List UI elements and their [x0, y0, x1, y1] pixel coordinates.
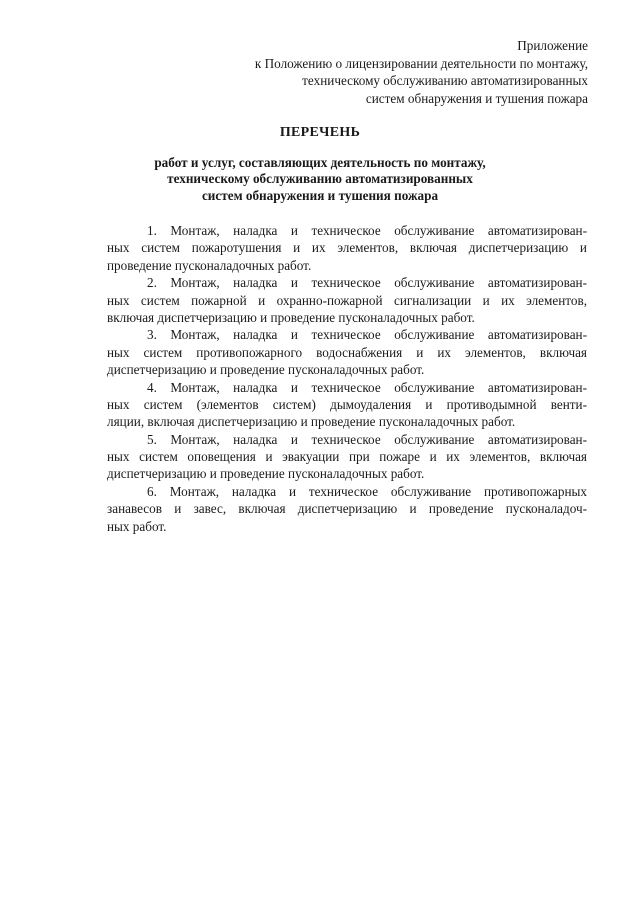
item-line: ляции, включая диспетчеризацию и проведение пусконаладочных работ. [107, 414, 516, 430]
item-line: занавесов и завес, включая диспетчеризацию и проведение пусконаладоч- [107, 501, 587, 517]
item-line: 1. Монтаж, наладка и техническое обслуживание автоматизирован- [147, 223, 587, 238]
item-line: ных систем пожарной и охранно-пожарной сигнализации и их элементов, [107, 292, 587, 308]
list-item-3 [107, 326, 587, 378]
list-item-4 [107, 379, 587, 431]
appendix-line: Приложение [517, 38, 588, 53]
item-line: диспетчеризацию и проведение пусконаладочных работ. [107, 362, 425, 378]
item-line: 2. Монтаж, наладка и техническое обслуживание автоматизирован- [147, 275, 587, 291]
item-line: ных систем противопожарного водоснабжения и их элементов, включая [107, 344, 587, 360]
appendix-line: к Положению о лицензировании деятельности по монтажу, [254, 55, 588, 71]
item-line: ных работ. [107, 518, 167, 534]
item-line: ных систем оповещения и эвакуации при пожаре и их элементов, включая [107, 449, 587, 465]
item-line: ных систем пожаротушения и их элементов, включая диспетчеризацию и [107, 240, 587, 256]
list-item-5 [107, 431, 587, 483]
item-line: 5. Монтаж, наладка и техническое обслуживание автоматизирован- [147, 431, 587, 447]
item-line: ных систем (элементов систем) дымоудаления и противодымной венти- [107, 396, 587, 412]
item-line: 3. Монтаж, наладка и техническое обслуживание автоматизирован- [147, 327, 587, 343]
document-title: ПЕРЕЧЕНЬ [279, 125, 361, 140]
subtitle-line: техническому обслуживанию автоматизированных [167, 171, 473, 187]
item-line: диспетчеризацию и проведение пусконаладочных работ. [107, 466, 425, 482]
list-item-2 [107, 274, 587, 326]
item-line: 4. Монтаж, наладка и техническое обслуживание автоматизирован- [147, 379, 587, 395]
list-item-1 [107, 222, 587, 274]
list-item-6 [107, 483, 587, 535]
item-line: проведение пусконаладочных работ. [107, 257, 312, 273]
subtitle-line: систем обнаружения и тушения пожара [201, 187, 439, 203]
document-body [107, 222, 587, 535]
document-subtitle [0, 155, 640, 204]
appendix-line: систем обнаружения и тушения пожара [365, 90, 588, 106]
item-line: включая диспетчеризацию и проведение пусконаладочных работ. [107, 309, 475, 325]
appendix-line: техническому обслуживанию автоматизированных [302, 73, 588, 89]
subtitle-line: работ и услуг, составляющих деятельность по монтажу, [154, 155, 486, 170]
item-line: 6. Монтаж, наладка и техническое обслуживание противопожарных [147, 483, 587, 499]
appendix-header [168, 37, 588, 107]
